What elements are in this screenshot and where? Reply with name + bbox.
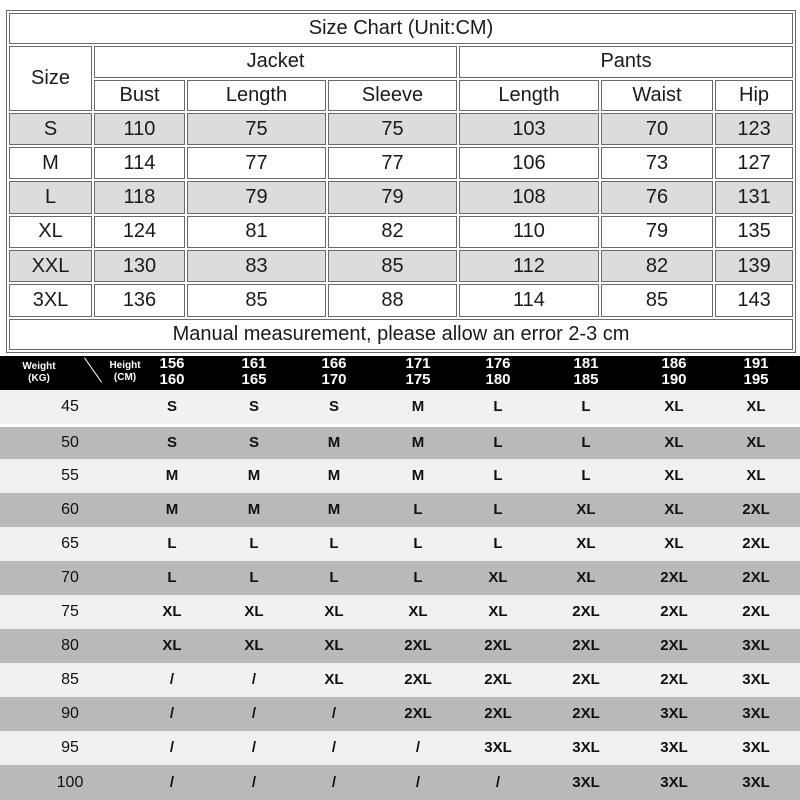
recommended-size-cell: S xyxy=(166,398,177,415)
recommended-size-cell: L xyxy=(493,467,503,484)
recommended-size-cell: / xyxy=(495,774,501,791)
recommended-size-cell: 3XL xyxy=(572,774,600,791)
recommended-size-cell: XL xyxy=(576,535,596,552)
height-range-top: 186 xyxy=(661,355,687,372)
size-chart-table xyxy=(6,10,796,353)
recommended-size-cell: / xyxy=(331,774,337,791)
recommended-size-cell: M xyxy=(327,434,341,451)
height-range-header xyxy=(224,356,284,388)
recommended-size-cell: S xyxy=(248,434,259,451)
size-chart-row xyxy=(9,284,793,316)
weight-height-chart xyxy=(0,356,800,800)
recommended-size-cell: 2XL xyxy=(742,501,770,518)
measurement-cell: 124 xyxy=(94,216,185,248)
size-chart-row xyxy=(9,147,793,179)
height-range-top: 166 xyxy=(321,355,347,372)
weight-header-label xyxy=(8,361,70,385)
recommended-size-cell: 2XL xyxy=(404,671,432,688)
recommended-size-cell: XL xyxy=(576,569,596,586)
recommended-size-cell: L xyxy=(581,398,591,415)
recommended-size-cell: XL xyxy=(162,637,182,654)
recommended-size-cell: 2XL xyxy=(660,603,688,620)
recommended-size-cell: 3XL xyxy=(742,705,770,722)
recommended-size-cell: S xyxy=(166,434,177,451)
recommended-size-cell: XL xyxy=(576,501,596,518)
measurement-cell: 82 xyxy=(601,250,713,282)
recommended-size-cell: 2XL xyxy=(660,569,688,586)
weight-value-cell: 85 xyxy=(61,671,79,688)
jacket-length-column-header: Length xyxy=(187,80,326,111)
weight-row xyxy=(0,629,800,663)
recommended-size-cell: L xyxy=(413,569,423,586)
recommended-size-cell: L xyxy=(167,535,177,552)
measurement-cell: 143 xyxy=(715,284,793,316)
measurement-cell: 139 xyxy=(715,250,793,282)
recommended-size-cell: / xyxy=(331,739,337,756)
measurement-cell: 123 xyxy=(715,113,793,145)
height-range-top: 176 xyxy=(485,355,511,372)
weight-value-cell: 55 xyxy=(61,467,79,484)
measurement-cell: 110 xyxy=(94,113,185,145)
measurement-cell: 118 xyxy=(94,181,185,213)
measurement-cell: 70 xyxy=(601,113,713,145)
recommended-size-cell: 2XL xyxy=(742,535,770,552)
recommended-size-cell: M xyxy=(411,434,425,451)
measurement-cell: 79 xyxy=(328,181,457,213)
measurement-cell: 135 xyxy=(715,216,793,248)
recommended-size-cell: XL xyxy=(162,603,182,620)
recommended-size-cell: XL xyxy=(488,603,508,620)
recommended-size-cell: / xyxy=(169,705,175,722)
size-column-header: Size xyxy=(9,46,92,111)
recommended-size-cell: 2XL xyxy=(660,637,688,654)
recommended-size-cell: M xyxy=(327,467,341,484)
recommended-size-cell: 3XL xyxy=(484,739,512,756)
height-range-header xyxy=(644,356,704,388)
height-range-bottom: 175 xyxy=(405,371,431,388)
recommended-size-cell: L xyxy=(413,535,423,552)
size-chart-row xyxy=(9,181,793,213)
recommended-size-cell: L xyxy=(493,501,503,518)
recommended-size-cell: L xyxy=(329,535,339,552)
recommended-size-cell: / xyxy=(415,739,421,756)
recommended-size-cell: 3XL xyxy=(660,739,688,756)
recommended-size-cell: 3XL xyxy=(660,774,688,791)
recommended-size-cell: M xyxy=(165,467,179,484)
measurement-cell: 112 xyxy=(459,250,599,282)
recommended-size-cell: XL xyxy=(664,535,684,552)
size-label-cell: M xyxy=(9,147,92,179)
recommended-size-cell: M xyxy=(247,501,261,518)
measurement-cell: 130 xyxy=(94,250,185,282)
measurement-cell: 85 xyxy=(328,250,457,282)
measurement-footnote: Manual measurement, please allow an error 2-3 cm xyxy=(9,319,793,350)
measurement-cell: 88 xyxy=(328,284,457,316)
weight-row xyxy=(0,493,800,527)
waist-column-header: Waist xyxy=(601,80,713,111)
size-chart-title: Size Chart (Unit:CM) xyxy=(9,13,793,44)
weight-value-cell: 50 xyxy=(61,434,79,451)
recommended-size-cell: 2XL xyxy=(404,705,432,722)
height-range-header xyxy=(556,356,616,388)
height-range-top: 171 xyxy=(405,355,431,372)
weight-value-cell: 65 xyxy=(61,535,79,552)
size-chart-row xyxy=(9,113,793,145)
measurement-cell: 110 xyxy=(459,216,599,248)
recommended-size-cell: / xyxy=(331,705,337,722)
recommended-size-cell: XL xyxy=(324,637,344,654)
recommended-size-cell: L xyxy=(413,501,423,518)
recommended-size-cell: XL xyxy=(488,569,508,586)
measurement-cell: 75 xyxy=(187,113,326,145)
recommended-size-cell: XL xyxy=(746,398,766,415)
recommended-size-cell: XL xyxy=(664,434,684,451)
size-chart-row xyxy=(9,250,793,282)
recommended-size-cell: 2XL xyxy=(660,671,688,688)
weight-value-cell: 100 xyxy=(56,774,84,791)
measurement-cell: 76 xyxy=(601,181,713,213)
size-label-cell: S xyxy=(9,113,92,145)
size-label-cell: XL xyxy=(9,216,92,248)
weight-value-cell: 45 xyxy=(61,398,79,415)
height-range-bottom: 180 xyxy=(485,371,511,388)
recommended-size-cell: XL xyxy=(746,467,766,484)
weight-row xyxy=(0,561,800,595)
recommended-size-cell: 2XL xyxy=(484,705,512,722)
recommended-size-cell: XL xyxy=(244,637,264,654)
measurement-cell: 75 xyxy=(328,113,457,145)
recommended-size-cell: / xyxy=(415,774,421,791)
height-range-header xyxy=(388,356,448,388)
pants-length-column-header: Length xyxy=(459,80,599,111)
measurement-cell: 79 xyxy=(601,216,713,248)
measurement-cell: 85 xyxy=(187,284,326,316)
recommended-size-cell: / xyxy=(251,671,257,688)
recommended-size-cell: L xyxy=(167,569,177,586)
jacket-group-header: Jacket xyxy=(94,46,457,77)
height-label: Height xyxy=(109,360,141,371)
measurement-cell: 85 xyxy=(601,284,713,316)
weight-row xyxy=(0,697,800,731)
measurement-cell: 83 xyxy=(187,250,326,282)
recommended-size-cell: XL xyxy=(664,501,684,518)
height-range-bottom: 165 xyxy=(241,371,267,388)
recommended-size-cell: S xyxy=(328,398,339,415)
recommended-size-cell: 2XL xyxy=(742,603,770,620)
height-range-bottom: 160 xyxy=(159,371,185,388)
recommended-size-cell: 3XL xyxy=(742,739,770,756)
height-range-bottom: 195 xyxy=(743,371,769,388)
weight-row xyxy=(0,459,800,493)
height-range-bottom: 185 xyxy=(573,371,599,388)
recommended-size-cell: 2XL xyxy=(572,671,600,688)
recommended-size-cell: 2XL xyxy=(484,671,512,688)
weight-row xyxy=(0,390,800,424)
weight-value-cell: 95 xyxy=(61,739,79,756)
pants-group-header: Pants xyxy=(459,46,793,77)
measurement-cell: 79 xyxy=(187,181,326,213)
weight-value-cell: 70 xyxy=(61,569,79,586)
recommended-size-cell: XL xyxy=(664,467,684,484)
recommended-size-cell: L xyxy=(493,398,503,415)
height-range-header xyxy=(726,356,786,388)
bust-column-header: Bust xyxy=(94,80,185,111)
height-range-header xyxy=(468,356,528,388)
measurement-cell: 114 xyxy=(94,147,185,179)
recommended-size-cell: 3XL xyxy=(572,739,600,756)
measurement-cell: 108 xyxy=(459,181,599,213)
sleeve-column-header: Sleeve xyxy=(328,80,457,111)
recommended-size-cell: XL xyxy=(324,671,344,688)
recommended-size-cell: / xyxy=(169,739,175,756)
weight-row xyxy=(0,595,800,629)
recommended-size-cell: 2XL xyxy=(572,603,600,620)
measurement-cell: 136 xyxy=(94,284,185,316)
recommended-size-cell: / xyxy=(251,739,257,756)
weight-value-cell: 80 xyxy=(61,637,79,654)
size-label-cell: L xyxy=(9,181,92,213)
recommended-size-cell: 3XL xyxy=(742,774,770,791)
weight-row xyxy=(0,663,800,697)
height-range-bottom: 170 xyxy=(321,371,347,388)
recommended-size-cell: L xyxy=(249,569,259,586)
measurement-cell: 103 xyxy=(459,113,599,145)
recommended-size-cell: XL xyxy=(664,398,684,415)
measurement-cell: 81 xyxy=(187,216,326,248)
height-range-header xyxy=(142,356,202,388)
weight-row xyxy=(0,731,800,765)
recommended-size-cell: XL xyxy=(244,603,264,620)
weight-value-cell: 75 xyxy=(61,603,79,620)
recommended-size-cell: / xyxy=(169,671,175,688)
recommended-size-cell: 2XL xyxy=(404,637,432,654)
measurement-cell: 77 xyxy=(187,147,326,179)
recommended-size-cell: / xyxy=(251,705,257,722)
recommended-size-cell: L xyxy=(493,535,503,552)
recommended-size-cell: L xyxy=(249,535,259,552)
measurement-cell: 114 xyxy=(459,284,599,316)
measurement-cell: 131 xyxy=(715,181,793,213)
weight-value-cell: 90 xyxy=(61,705,79,722)
weight-row xyxy=(0,527,800,561)
weight-height-header xyxy=(0,356,800,390)
recommended-size-cell: S xyxy=(248,398,259,415)
recommended-size-cell: L xyxy=(493,434,503,451)
weight-row xyxy=(0,765,800,800)
recommended-size-cell: M xyxy=(327,501,341,518)
size-chart-row xyxy=(9,216,793,248)
measurement-cell: 73 xyxy=(601,147,713,179)
height-range-top: 156 xyxy=(159,355,185,372)
hip-column-header: Hip xyxy=(715,80,793,111)
size-label-cell: 3XL xyxy=(9,284,92,316)
recommended-size-cell: / xyxy=(169,774,175,791)
weight-value-cell: 60 xyxy=(61,501,79,518)
recommended-size-cell: M xyxy=(411,398,425,415)
measurement-cell: 127 xyxy=(715,147,793,179)
measurement-cell: 77 xyxy=(328,147,457,179)
recommended-size-cell: 2XL xyxy=(742,569,770,586)
weight-label: Weight xyxy=(22,361,56,372)
weight-unit: (KG) xyxy=(28,373,50,384)
measurement-cell: 82 xyxy=(328,216,457,248)
recommended-size-cell: 3XL xyxy=(742,637,770,654)
height-range-bottom: 190 xyxy=(661,371,687,388)
recommended-size-cell: 2XL xyxy=(572,637,600,654)
weight-row xyxy=(0,427,800,459)
recommended-size-cell: M xyxy=(165,501,179,518)
height-unit: (CM) xyxy=(113,372,137,383)
height-range-top: 161 xyxy=(241,355,267,372)
recommended-size-cell: 2XL xyxy=(572,705,600,722)
recommended-size-cell: XL xyxy=(408,603,428,620)
recommended-size-cell: 3XL xyxy=(660,705,688,722)
height-range-top: 181 xyxy=(573,355,599,372)
height-range-header xyxy=(304,356,364,388)
height-range-top: 191 xyxy=(743,355,769,372)
recommended-size-cell: M xyxy=(247,467,261,484)
recommended-size-cell: 2XL xyxy=(484,637,512,654)
recommended-size-cell: L xyxy=(581,467,591,484)
recommended-size-cell: / xyxy=(251,774,257,791)
recommended-size-cell: XL xyxy=(324,603,344,620)
recommended-size-cell: L xyxy=(581,434,591,451)
recommended-size-cell: L xyxy=(329,569,339,586)
recommended-size-cell: XL xyxy=(746,434,766,451)
recommended-size-cell: M xyxy=(411,467,425,484)
measurement-cell: 106 xyxy=(459,147,599,179)
size-label-cell: XXL xyxy=(9,250,92,282)
recommended-size-cell: 3XL xyxy=(742,671,770,688)
